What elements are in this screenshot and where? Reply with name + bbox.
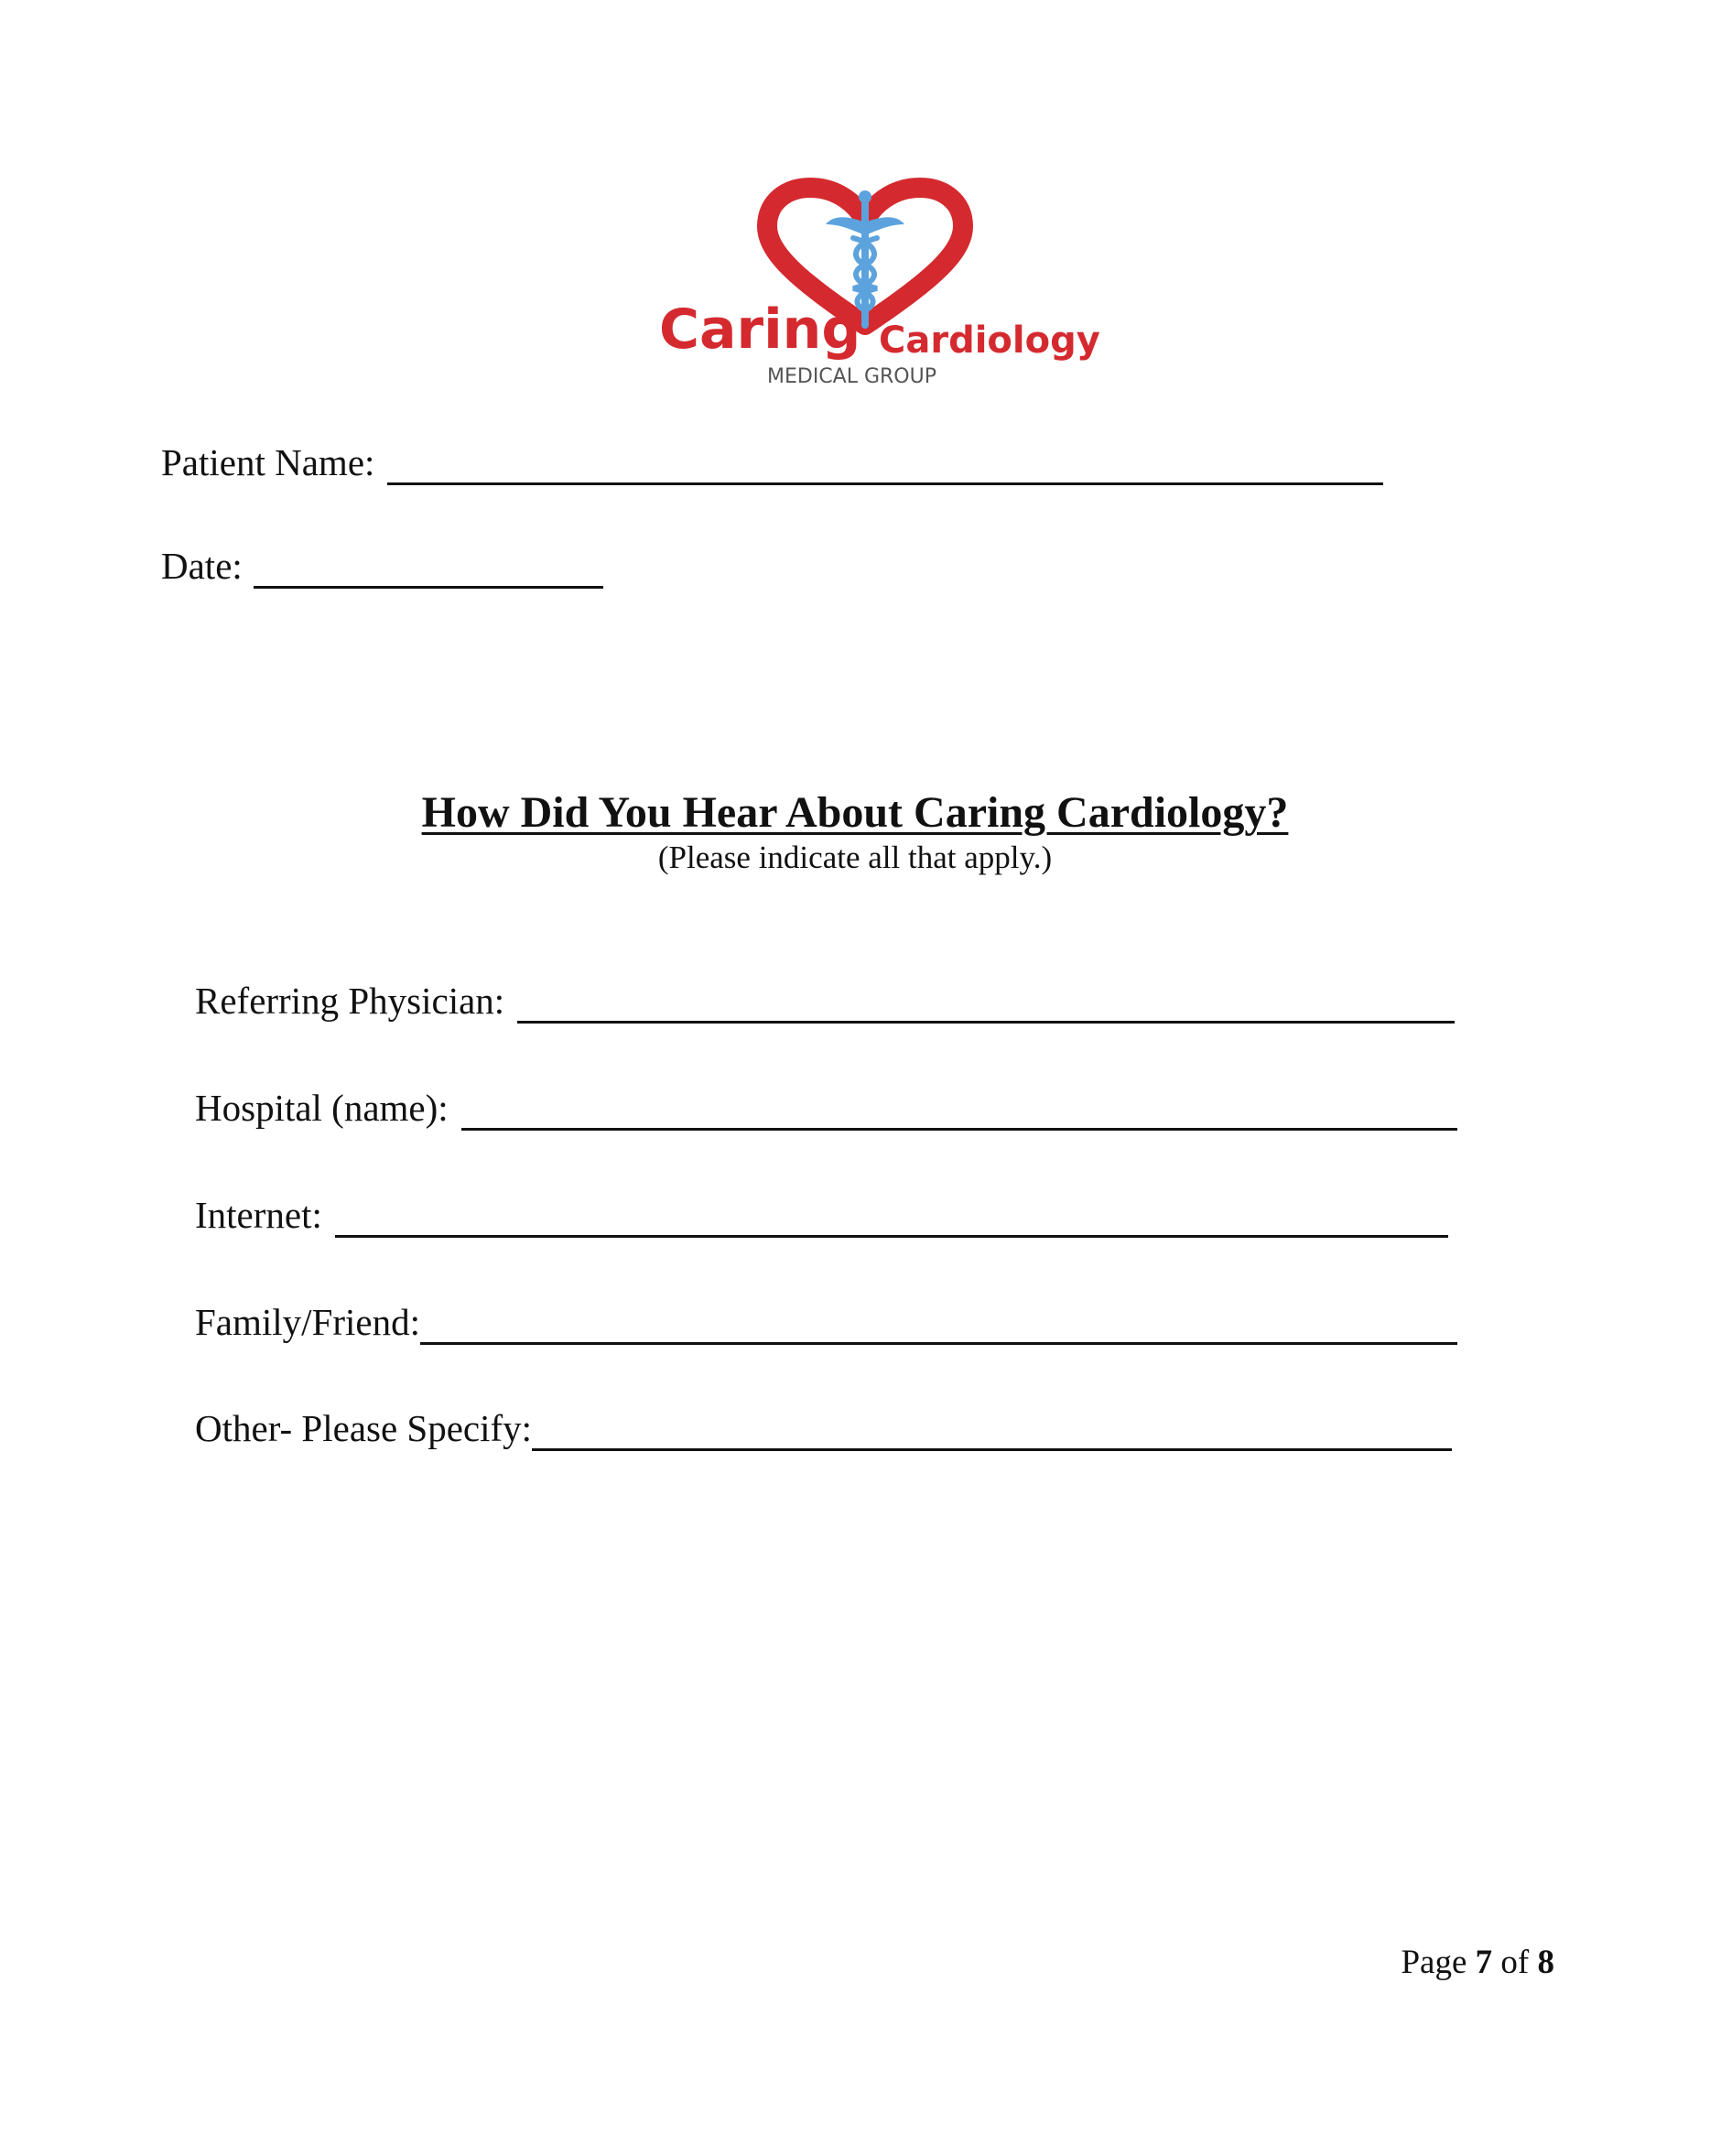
family-friend-label: Family/Friend:	[195, 1301, 420, 1343]
total-pages: 8	[1537, 1944, 1554, 1981]
other-specify-input[interactable]	[532, 1446, 1452, 1451]
logo-word-caring: Caring	[659, 298, 861, 362]
family-friend-row	[195, 1301, 1457, 1347]
other-specify-row	[195, 1407, 1452, 1453]
current-page: 7	[1475, 1944, 1493, 1981]
internet-label: Internet:	[195, 1194, 322, 1236]
date-input[interactable]	[254, 584, 603, 589]
date-row	[161, 547, 603, 590]
page-number	[1401, 1945, 1554, 1979]
referring-physician-row	[195, 982, 1455, 1025]
hospital-label: Hospital (name):	[195, 1087, 449, 1129]
patient-name-input[interactable]	[387, 481, 1383, 485]
survey-instruction: (Please indicate all that apply.)	[657, 840, 1053, 875]
hospital-input[interactable]	[461, 1126, 1457, 1131]
page-word: Page	[1401, 1944, 1467, 1981]
logo-tagline: MEDICAL GROUP	[767, 365, 936, 388]
patient-name-row	[161, 441, 1383, 487]
hospital-row	[195, 1089, 1457, 1132]
family-friend-input[interactable]	[420, 1340, 1457, 1345]
referring-physician-input[interactable]	[517, 1019, 1455, 1024]
caring-cardiology-logo	[659, 188, 1100, 394]
heart-caduceus-icon	[659, 188, 1100, 394]
internet-row	[195, 1194, 1448, 1240]
patient-name-label: Patient Name:	[161, 441, 375, 483]
other-specify-label: Other- Please Specify:	[195, 1407, 533, 1449]
logo-word-cardiology: Cardiology	[879, 320, 1100, 362]
survey-title: How Did You Hear About Caring Cardiology?	[421, 788, 1289, 837]
referring-physician-label: Referring Physician:	[195, 980, 505, 1022]
date-label: Date:	[161, 545, 243, 587]
of-word: of	[1500, 1944, 1530, 1981]
internet-input[interactable]	[335, 1233, 1448, 1238]
